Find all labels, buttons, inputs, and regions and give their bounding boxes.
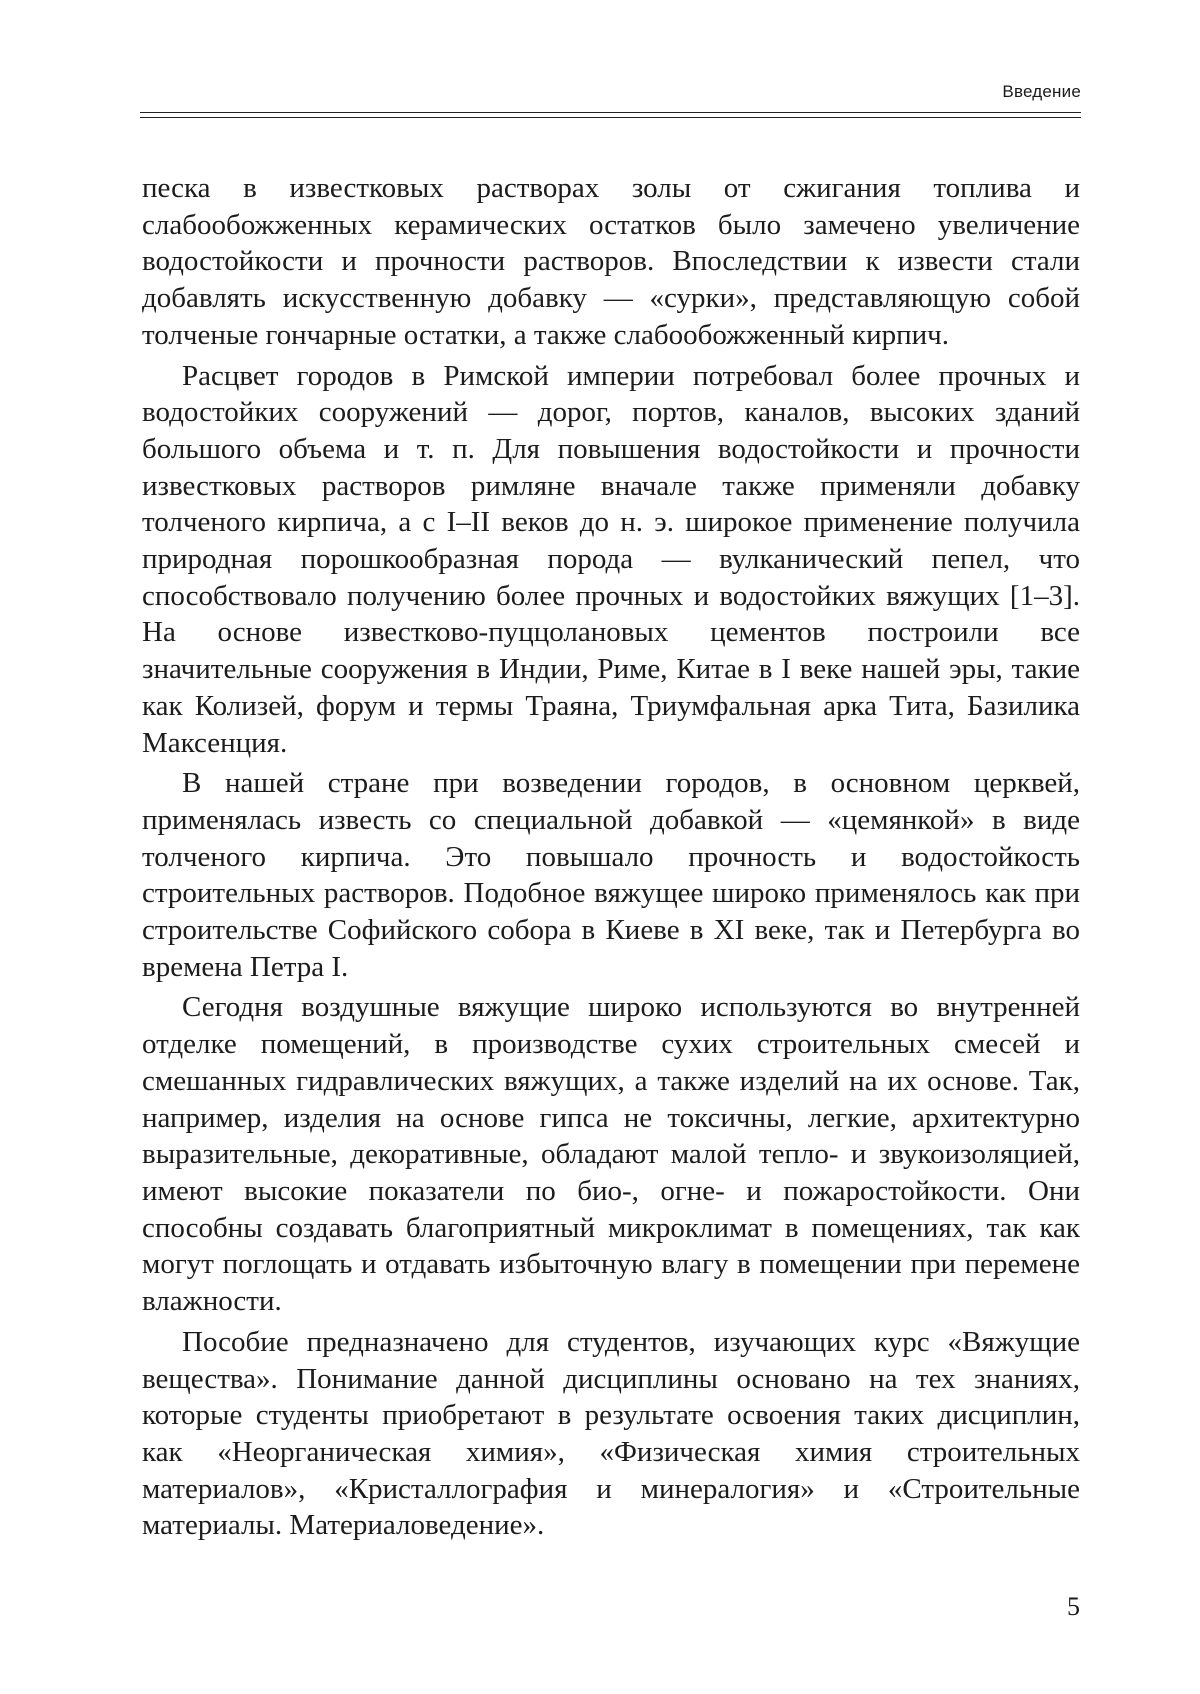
paragraph-1: песка в известковых растворах золы от сжигания топлива и слабообожженных керамических остатков было замечено увеличение водостойкости и прочности растворов. Впоследствии к извести стали добавлять искусственную добавку — «сурки», представляющую собой толченые гончарные остатки, а также слабообожженный кирпич. [142,170,1080,354]
page-number: 5 [1020,1592,1080,1622]
header-rule-top [140,112,1081,113]
paragraph-4: Сегодня воздушные вяжущие широко используются во внутренней отделке помещений, в производстве сухих строительных смесей и смешанных гидравлических вяжущих, а также изделий на их основе. Так, например, изделия на основе гипса не токсичны, легкие, архитектурно выразительные, декоративные, обладают малой тепло- и звукоизоляцией, имеют высокие показатели по био-, огне- и пожаростойкости. Они способны создавать благоприятный микроклимат в помещениях, так как могут поглощать и отдавать избыточную влагу в помещении при перемене влажности. [142,989,1080,1319]
paragraph-2: Расцвет городов в Римской империи потребовал более прочных и водостойких сооружений — дорог, портов, каналов, высоких зданий большого объема и т. п. Для повышения водостойкости и прочности известковых растворов римляне вначале также применяли добавку толченого кирпича, а с I–II веков до н. э. широкое применение получила природная порошкообразная порода — вулканический пепел, что способствовало получению более прочных и водостойких вяжущих [1–3]. На основе известково-пуццолановых цементов построили все значительные сооружения в Индии, Риме, Китае в I веке нашей эры, такие как Колизей, форум и термы Траяна, Триумфальная арка Тита, Базилика Максенция. [142,358,1080,762]
body-text [142,170,1080,1544]
running-header: Введение [140,82,1081,102]
header-rule-bottom [140,117,1081,118]
paragraph-3: В нашей стране при возведении городов, в основном церквей, применялась известь со специальной добавкой — «цемянкой» в виде толченого кирпича. Это повышало прочность и водостойкость строительных растворов. Подобное вяжущее широко применялось как при строительстве Софийского собора в Киеве в XI веке, так и Петербурга во времена Петра I. [142,765,1080,985]
paragraph-5: Пособие предназначено для студентов, изучающих курс «Вяжущие вещества». Понимание данной дисциплины основано на тех знаниях, которые студенты приобретают в результате освоения таких дисциплин, как «Неорганическая химия», «Физическая химия строительных материалов», «Кристаллография и минералогия» и «Строительные материалы. Материаловедение». [142,1324,1080,1544]
